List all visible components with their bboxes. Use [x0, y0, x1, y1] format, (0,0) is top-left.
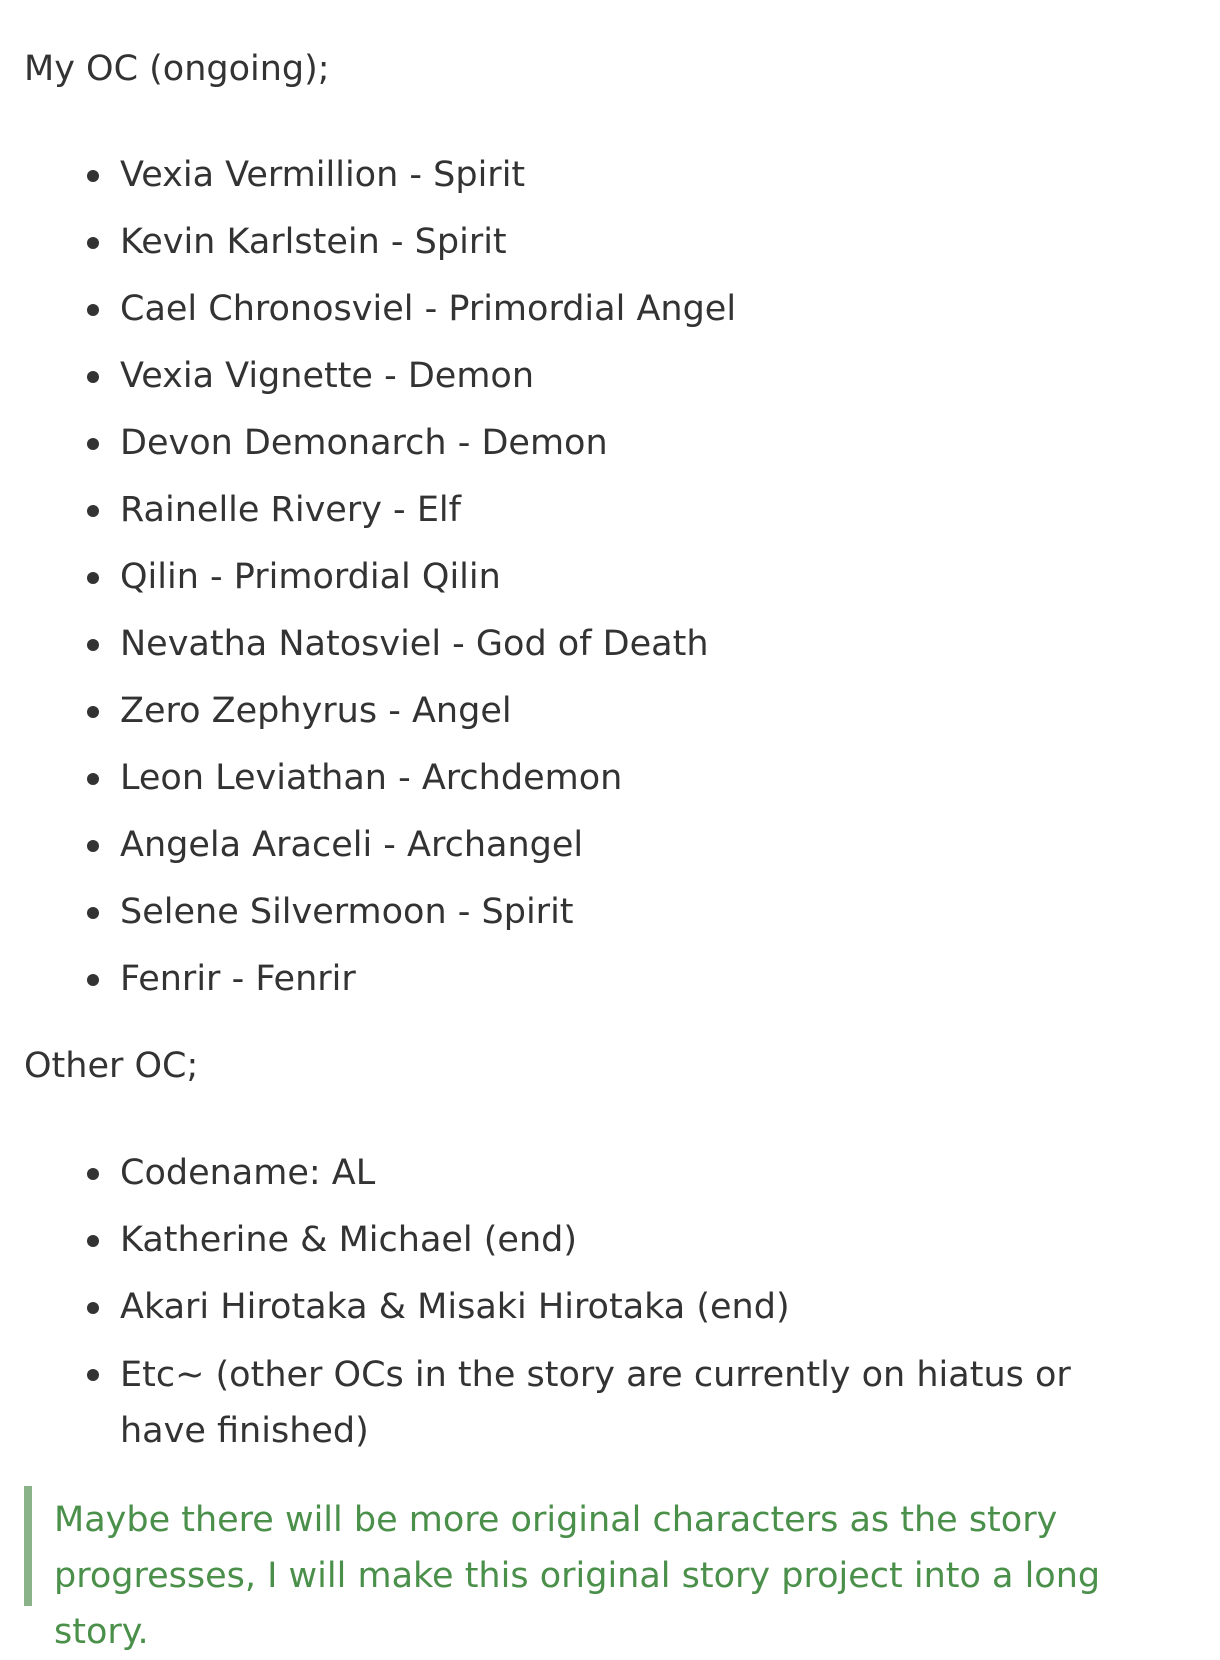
list-item-text: Leon Leviathan - Archdemon — [120, 758, 623, 798]
bullet-icon — [87, 840, 99, 852]
list-item — [0, 946, 736, 1013]
list-item — [0, 1207, 1110, 1274]
list-item — [0, 276, 736, 343]
bullet-icon — [87, 304, 99, 316]
bullet-icon — [87, 1302, 99, 1314]
bullet-icon — [87, 907, 99, 919]
list-item-text: Katherine & Michael (end) — [120, 1220, 578, 1260]
blockquote-text: Maybe there will be more original characters as the story progresses, I will make this original story project into a long story. — [54, 1500, 1101, 1652]
ongoing-oc-list — [0, 142, 736, 1013]
bullet-icon — [87, 1235, 99, 1247]
list-item-text: Akari Hirotaka & Misaki Hirotaka (end) — [120, 1287, 790, 1327]
list-item — [0, 343, 736, 410]
list-item — [0, 410, 736, 477]
heading-other-oc: Other OC; — [24, 1046, 199, 1086]
list-item-text: Zero Zephyrus - Angel — [120, 691, 512, 731]
heading-my-oc: My OC (ongoing); — [24, 49, 330, 89]
list-item — [0, 142, 736, 209]
closing-blockquote — [24, 1486, 1204, 1652]
list-item — [0, 477, 736, 544]
list-item-text: Vexia Vermillion - Spirit — [120, 155, 526, 195]
bullet-icon — [87, 438, 99, 450]
other-oc-list — [0, 1140, 1110, 1459]
list-item — [0, 879, 736, 946]
bullet-icon — [87, 639, 99, 651]
bullet-icon — [87, 1369, 99, 1381]
list-item-text: Kevin Karlstein - Spirit — [120, 222, 507, 262]
bullet-icon — [87, 1168, 99, 1180]
list-item-text: Codename: AL — [120, 1153, 376, 1193]
list-item — [0, 812, 736, 879]
bullet-icon — [87, 572, 99, 584]
bullet-icon — [87, 371, 99, 383]
list-item-text: Etc~ (other OCs in the story are currently on hiatus or have finished) — [120, 1355, 1071, 1451]
list-item — [0, 678, 736, 745]
list-item-text: Vexia Vignette - Demon — [120, 356, 535, 396]
bullet-icon — [87, 505, 99, 517]
bullet-icon — [87, 974, 99, 986]
bullet-icon — [87, 773, 99, 785]
list-item — [0, 544, 736, 611]
list-item-text: Nevatha Natosviel - God of Death — [120, 624, 709, 664]
list-item — [0, 1274, 1110, 1341]
list-item-text: Cael Chronosviel - Primordial Angel — [120, 289, 737, 329]
list-item-text: Rainelle Rivery - Elf — [120, 490, 461, 530]
list-item-text: Angela Araceli - Archangel — [120, 825, 584, 865]
list-item — [0, 1341, 1110, 1459]
bullet-icon — [87, 237, 99, 249]
list-item — [0, 1140, 1110, 1207]
list-item-text: Fenrir - Fenrir — [120, 959, 356, 999]
list-item-text: Devon Demonarch - Demon — [120, 423, 608, 463]
list-item — [0, 209, 736, 276]
list-item-text: Qilin - Primordial Qilin — [120, 557, 501, 597]
bullet-icon — [87, 706, 99, 718]
list-item-text: Selene Silvermoon - Spirit — [120, 892, 574, 932]
list-item — [0, 745, 736, 812]
bullet-icon — [87, 170, 99, 182]
list-item — [0, 611, 736, 678]
